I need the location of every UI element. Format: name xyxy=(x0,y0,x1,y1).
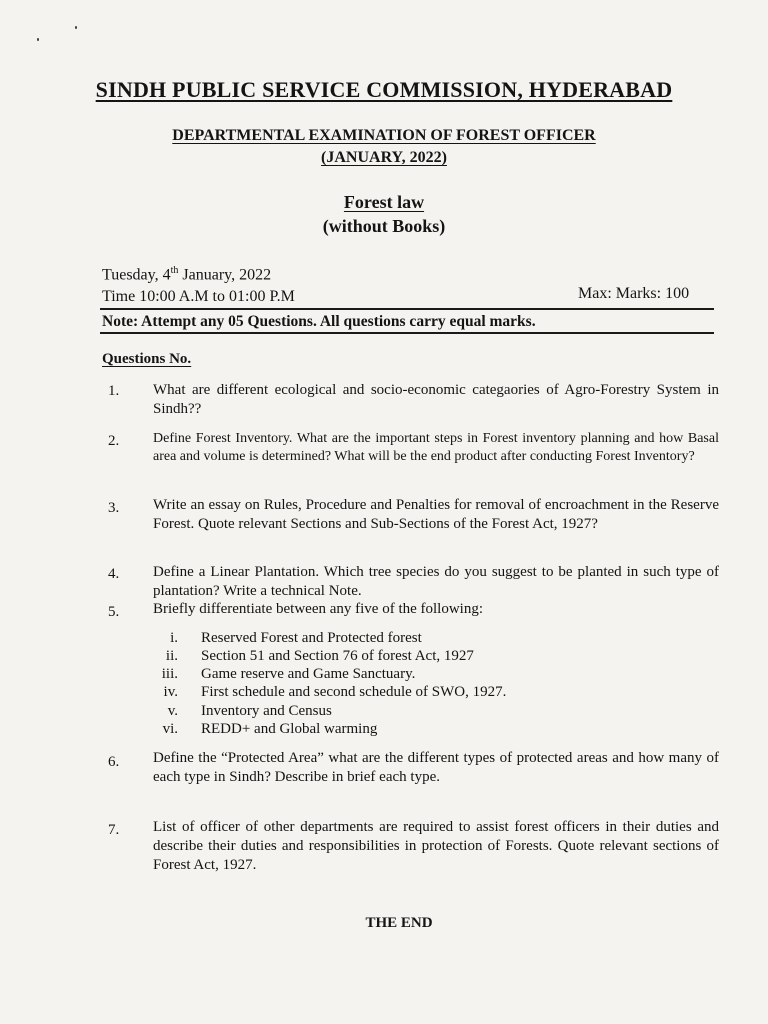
subject-title: Forest law xyxy=(343,192,425,212)
exam-date: (JANUARY, 2022) xyxy=(321,149,447,166)
question-number: 5. xyxy=(108,604,120,620)
question-text: Write an essay on Rules, Procedure and Penalties for removal of encroachment in the Reserve Forest. Quote relevant Sections and Sub-Sections of the Forest Act, 1927? xyxy=(153,497,719,532)
sub-item-number: i. xyxy=(170,630,178,646)
question-number: 6. xyxy=(108,754,120,770)
question-text: Define a Linear Plantation. Which tree species do you suggest to be planted in such type of plantation? Write a technical Note. xyxy=(153,564,719,599)
exam-day xyxy=(102,265,271,284)
question-number: 1. xyxy=(108,383,120,399)
sub-item-text: Section 51 and Section 76 of forest Act, 1927 xyxy=(201,648,474,664)
question-text: Define Forest Inventory. What are the important steps in Forest inventory planning and how Basal area and volume is determined? What will be the end product after conducting Forest Inventory? xyxy=(153,431,719,464)
questions-heading: Questions No. xyxy=(102,351,192,367)
question-text: What are different ecological and socio-economic categaories of Agro-Forestry System in Sindh?? xyxy=(153,382,719,417)
question-number: 3. xyxy=(108,500,120,516)
commission-title: SINDH PUBLIC SERVICE COMMISSION, HYDERABAD xyxy=(95,77,673,102)
sub-item-number: iii. xyxy=(161,666,178,682)
sub-item-text: Reserved Forest and Protected forest xyxy=(201,630,422,646)
sub-item-number: ii. xyxy=(165,648,178,664)
question-number: 4. xyxy=(108,566,120,582)
scan-speck xyxy=(37,38,39,41)
exam-mode: (without Books) xyxy=(322,216,446,236)
instructions-note: Note: Attempt any 05 Questions. All questions carry equal marks. xyxy=(102,313,536,330)
sub-item-text: REDD+ and Global warming xyxy=(201,721,378,737)
question-text: Define the “Protected Area” what are the different types of protected areas and how many of each type in Sindh? Describe in brief each type. xyxy=(153,750,719,785)
scan-speck xyxy=(75,26,77,29)
sub-item-number: v. xyxy=(167,703,178,719)
sub-item-text: Inventory and Census xyxy=(201,703,332,719)
end-marker: THE END xyxy=(365,915,433,931)
exam-time: Time 10:00 A.M to 01:00 P.M xyxy=(102,288,295,305)
question-number: 2. xyxy=(108,433,120,449)
sub-item-text: First schedule and second schedule of SWO, 1927. xyxy=(201,684,507,700)
divider-bottom xyxy=(100,332,714,334)
question-text: Briefly differentiate between any five of the following: xyxy=(153,601,484,617)
divider-top xyxy=(100,308,714,310)
max-marks: Max: Marks: 100 xyxy=(578,285,690,302)
day-text: Tuesday, 4 xyxy=(102,266,171,284)
day-suffix: th xyxy=(170,265,179,276)
question-number: 7. xyxy=(108,822,120,838)
sub-item-text: Game reserve and Game Sanctuary. xyxy=(201,666,416,682)
sub-item-number: vi. xyxy=(162,721,178,737)
sub-item-number: iv. xyxy=(163,684,178,700)
exam-title: DEPARTMENTAL EXAMINATION OF FOREST OFFICER xyxy=(172,127,596,144)
date-text: January, 2022 xyxy=(178,266,272,284)
question-text: List of officer of other departments are required to assist forest officers in their duties and describe their duties and responsibilities in protection of Forests. Quote relevant sections of Forest Act, 1927. xyxy=(153,819,719,873)
